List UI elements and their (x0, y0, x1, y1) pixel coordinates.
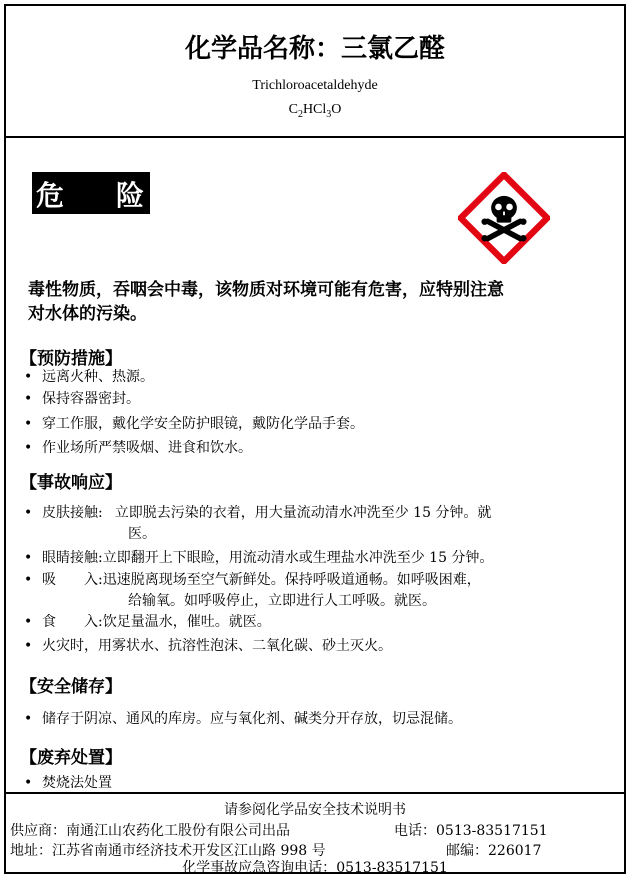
supplier: 供应商：南通江山农药化工股份有限公司出品 (10, 823, 290, 839)
english-name: Trichloroacetaldehyde (252, 78, 378, 93)
fire-item: • 火灾时，用雾状水、抗溶性泡沫、二氧化碳、砂土灭火。 (24, 638, 392, 654)
skin-contact-continued: 医。 (128, 526, 156, 542)
list-item: • 穿工作服，戴化学安全防护眼镜，戴防化学品手套。 (24, 416, 364, 432)
skin-contact-item: • 皮肤接触: 立即脱去污染的衣着，用大量流动清水冲洗至少 15 分钟。就 (24, 505, 492, 521)
label-frame (4, 4, 626, 874)
response-heading: 【事故响应】 (20, 473, 122, 493)
formula-part: HCl (302, 102, 327, 117)
skull-crossbones-icon (458, 172, 550, 264)
label-header (6, 6, 624, 138)
list-item: • 保持容器密封。 (24, 391, 140, 407)
storage-heading: 【安全储存】 (20, 677, 122, 697)
chemical-formula (6, 102, 624, 120)
address: 地址：江苏省南通市经济技术开发区江山路 998 号 (10, 843, 326, 859)
inhalation-continued: 给输氧。如呼吸停止，立即进行人工呼吸。就医。 (128, 593, 436, 609)
formula-part: O (331, 102, 342, 117)
disposal-heading: 【废弃处置】 (20, 748, 122, 768)
signal-word-char: 险 (116, 179, 145, 212)
inhalation-item: • 吸 入:迅速脱离现场至空气新鲜处。保持呼吸道通畅。如呼吸困难， (24, 572, 481, 588)
emergency-phone: 化学事故应急咨询电话：0513-83517151 (182, 860, 448, 876)
formula-part: C (288, 102, 298, 117)
formula-subscript: 3 (326, 108, 332, 120)
chemical-name-title: 化学品名称：三氯乙醛 (184, 34, 445, 64)
signal-word-danger (32, 172, 150, 214)
formula-subscript: 2 (297, 108, 303, 120)
msds-reference: 请参阅化学品安全技术说明书 (224, 802, 406, 818)
hazard-line: 对水体的污染。 (28, 304, 147, 324)
list-item: • 焚烧法处置 (24, 775, 112, 791)
phone: 电话：0513-83517151 (394, 823, 548, 839)
hazard-line: 毒性物质，吞咽会中毒，该物质对环境可能有危害，应特别注意 (28, 280, 504, 300)
list-item: • 储存于阴凉、通风的库房。应与氧化剂、碱类分开存放，切忌混储。 (24, 711, 462, 727)
list-item: • 远离火种、热源。 (24, 369, 154, 385)
footer (6, 792, 624, 874)
postcode: 邮编：226017 (446, 843, 542, 859)
hazard-statement (28, 278, 618, 326)
list-item: • 作业场所严禁吸烟、进食和饮水。 (24, 440, 252, 456)
eye-contact-item: • 眼睛接触:立即翻开上下眼睑，用流动清水或生理盐水冲洗至少 15 分钟。 (24, 550, 494, 566)
prevention-heading: 【预防措施】 (20, 349, 122, 369)
signal-word-char: 危 (36, 179, 65, 212)
ingestion-item: • 食 入:饮足量温水，催吐。就医。 (24, 614, 271, 630)
